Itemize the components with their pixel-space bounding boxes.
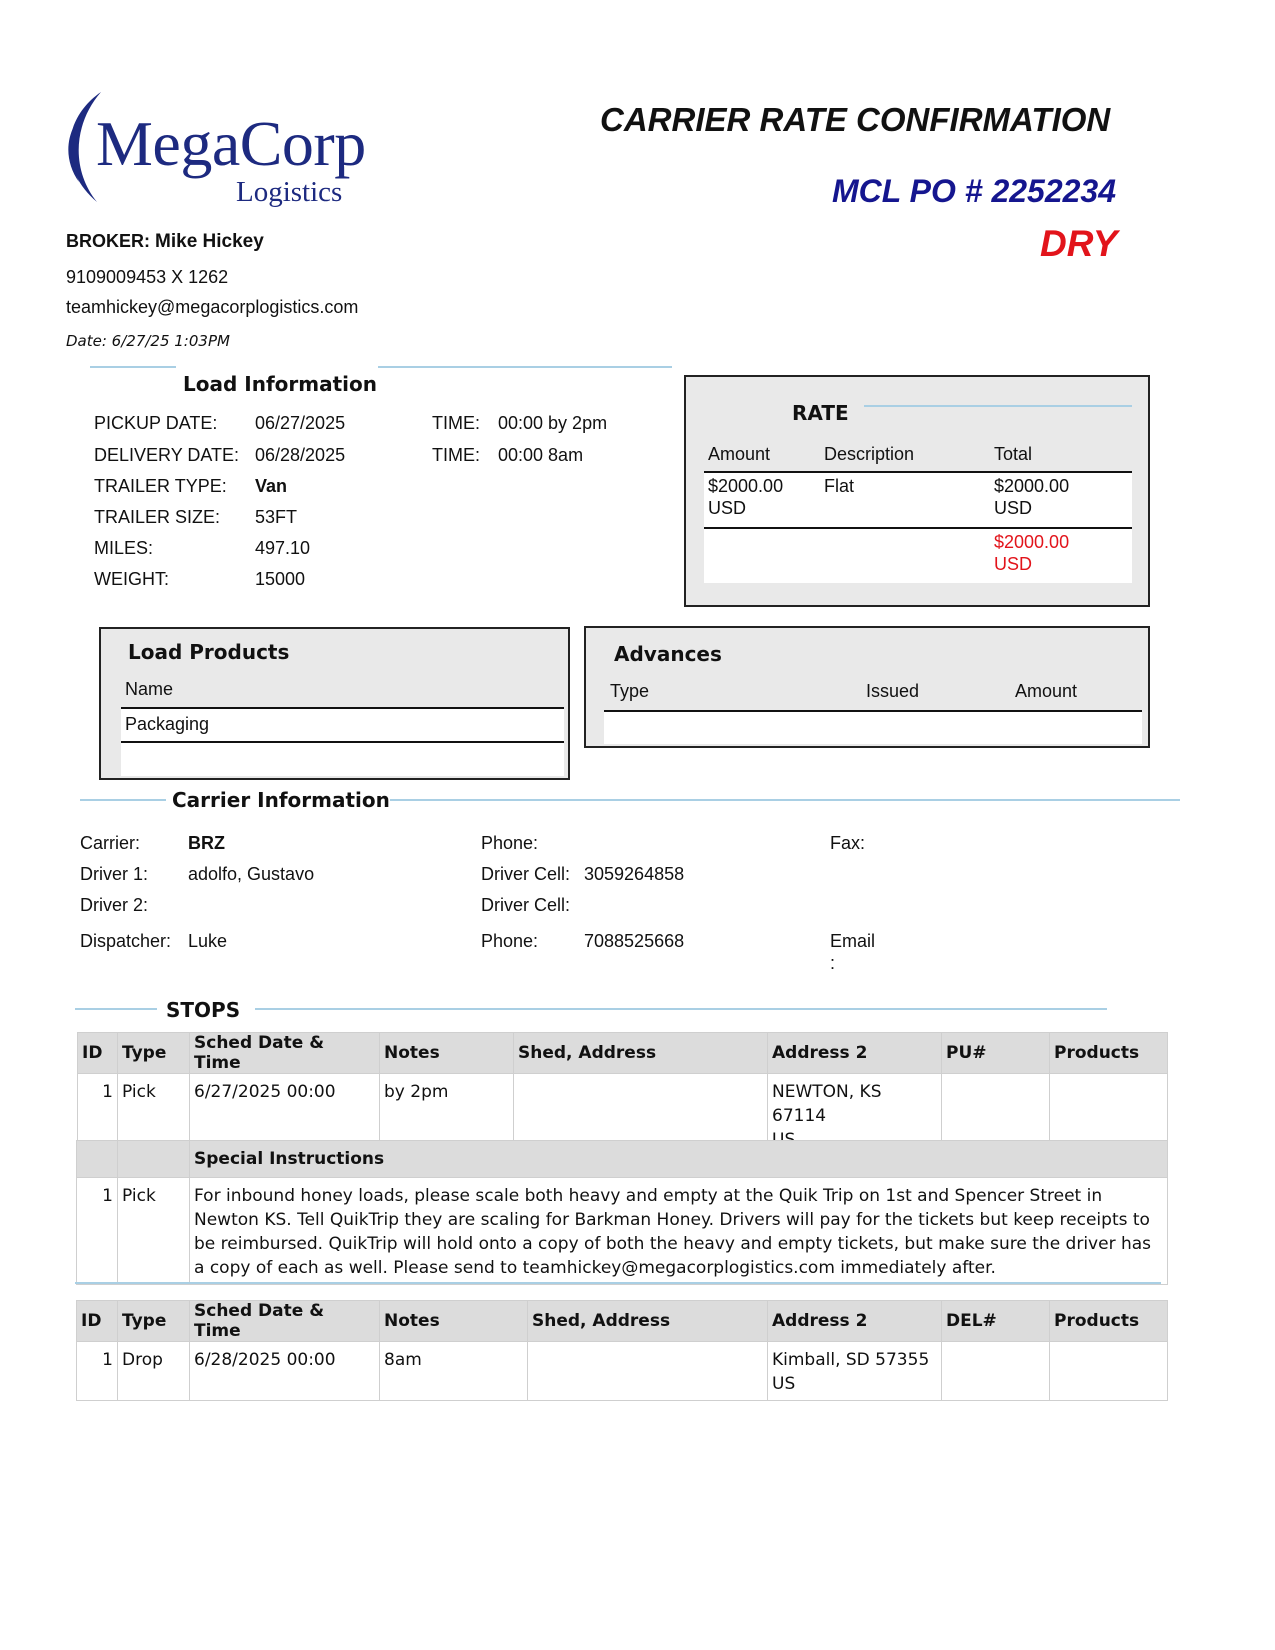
divider (75, 1282, 1161, 1284)
stops-title: STOPS (166, 998, 241, 1022)
dispatcher-label: Dispatcher: (80, 931, 172, 951)
carrier-phone-label: Phone: (481, 833, 539, 853)
driver1-cell-label: Driver Cell: (481, 864, 571, 884)
rate-amount: $2000.00 (708, 476, 784, 496)
weight: 15000 (255, 569, 306, 589)
product-name: Packaging (125, 714, 210, 734)
divider (864, 405, 1132, 407)
pick-stops-table (77, 1032, 1168, 1157)
broker-label: BROKER: (66, 231, 150, 251)
drop-stops-table (76, 1300, 1168, 1401)
delivery-date: 06/28/2025 (255, 445, 346, 465)
col-del: DEL# (942, 1301, 1050, 1342)
divider (390, 799, 1180, 801)
special-instructions-text: For inbound honey loads, please scale both heavy and empty at the Quik Trip on 1st and Spencer Street in Newton KS. Tell QuikTrip they are scaling for Barkman Honey. Drivers will pay for the tickets but keep receipts to be reimbursed. QuikTrip will hold onto a copy of both the heavy and empty tickets, but make sure the driver has a copy of each as well. Please send to teamhickey@megacorplogistics.com immediately after. (190, 1178, 1168, 1285)
miles: 497.10 (255, 538, 311, 558)
trailer-size: 53FT (255, 507, 298, 527)
advances-col-type: Type (610, 681, 650, 701)
pickup-time: 00:00 by 2pm (498, 413, 608, 433)
stop-sched: 6/27/2025 00:00 (190, 1074, 380, 1157)
divider (90, 366, 176, 368)
table-header-row (77, 1141, 1168, 1178)
table-row (77, 1342, 1168, 1401)
load-information-title: Load Information (183, 372, 377, 396)
table-header-row (78, 1033, 1168, 1074)
po-number: MCL PO # 2252234 (832, 173, 1117, 209)
rate-grand-total: $2000.00 (994, 532, 1070, 552)
instruction-stop-type: Pick (118, 1178, 190, 1285)
carrier-information-title: Carrier Information (172, 788, 390, 812)
rate-col-description: Description (824, 444, 915, 464)
col-pu: PU# (942, 1033, 1050, 1074)
col-blank (118, 1141, 190, 1178)
divider (75, 1008, 157, 1010)
advances-row-empty (604, 712, 1142, 744)
special-instructions-table (76, 1140, 1168, 1285)
stop-address2 (768, 1342, 942, 1401)
stop-products (1050, 1342, 1168, 1401)
trailer-type-label: TRAILER TYPE: (94, 476, 227, 496)
broker-email[interactable]: teamhickey@megacorplogistics.com (66, 297, 359, 317)
col-sched: Sched Date & Time (190, 1301, 380, 1342)
load-type-badge: DRY (1040, 223, 1118, 264)
stop-type: Drop (118, 1342, 190, 1401)
pickup-date-label: PICKUP DATE: (94, 413, 218, 433)
stop-del (942, 1342, 1050, 1401)
stop-shed (528, 1342, 768, 1401)
email-label-colon: : (830, 953, 836, 973)
stop-type: Pick (118, 1074, 190, 1157)
rate-row (704, 473, 1132, 527)
list-item (121, 709, 564, 741)
stop-notes: by 2pm (380, 1074, 514, 1157)
weight-label: WEIGHT: (94, 569, 169, 589)
advances-panel (584, 626, 1150, 748)
stop-id: 1 (77, 1342, 118, 1401)
rate-amount-currency: USD (708, 498, 747, 518)
col-special-instructions: Special Instructions (190, 1141, 1168, 1178)
col-address2: Address 2 (768, 1033, 942, 1074)
delivery-date-label: DELIVERY DATE: (94, 445, 240, 465)
col-sched: Sched Date & Time (190, 1033, 380, 1074)
pickup-date: 06/27/2025 (255, 413, 346, 433)
driver1-name: adolfo, Gustavo (188, 864, 315, 884)
driver1-label: Driver 1: (80, 864, 149, 884)
load-products-col-name: Name (125, 679, 174, 699)
stop-sched: 6/28/2025 00:00 (190, 1342, 380, 1401)
load-products-title: Load Products (128, 640, 290, 664)
table-row (77, 1178, 1168, 1285)
page-title: CARRIER RATE CONFIRMATION (600, 101, 1111, 138)
pickup-time-label: TIME: (432, 413, 480, 433)
dispatcher-name: Luke (188, 931, 228, 951)
dispatcher-phone-label: Phone: (481, 931, 539, 951)
driver2-cell-label: Driver Cell: (481, 895, 571, 915)
broker-name: Mike Hickey (155, 231, 264, 252)
rate-col-amount: Amount (708, 444, 771, 464)
load-products-panel (99, 627, 570, 780)
rate-grand-total-row (704, 529, 1132, 583)
trailer-size-label: TRAILER SIZE: (94, 507, 221, 527)
col-shed-address: Shed, Address (528, 1301, 768, 1342)
carrier-name: BRZ (188, 833, 225, 853)
logo-wordmark: MegaCorp (96, 108, 366, 179)
advances-title: Advances (614, 642, 722, 666)
carrier-label: Carrier: (80, 833, 141, 853)
col-shed-address: Shed, Address (514, 1033, 768, 1074)
email-label: Email (830, 931, 876, 951)
delivery-time-label: TIME: (432, 445, 480, 465)
trailer-type: Van (255, 476, 288, 496)
col-blank (77, 1141, 118, 1178)
divider (378, 366, 672, 368)
col-products: Products (1050, 1033, 1168, 1074)
stop-address2-line1: Kimball, SD 57355 (772, 1350, 930, 1370)
rate-col-total: Total (994, 444, 1033, 464)
list-item-empty (121, 743, 564, 776)
stop-address2-line2: US (772, 1374, 796, 1394)
table-header-row (77, 1301, 1168, 1342)
stop-notes: 8am (380, 1342, 528, 1401)
rate-total: $2000.00 (994, 476, 1070, 496)
stop-address2-line1: NEWTON, KS 67114 (772, 1082, 882, 1126)
rate-total-currency: USD (994, 498, 1033, 518)
dispatcher-phone: 7088525668 (584, 931, 685, 951)
broker-phone: 9109009453 X 1262 (66, 267, 229, 287)
instruction-stop-id: 1 (77, 1178, 118, 1285)
driver1-cell: 3059264858 (584, 864, 685, 884)
rate-title: RATE (792, 401, 849, 425)
advances-col-amount: Amount (1015, 681, 1078, 701)
document-date: Date: 6/27/25 1:03PM (66, 332, 230, 350)
col-notes: Notes (380, 1301, 528, 1342)
logo-subtitle: Logistics (236, 176, 343, 208)
carrier-fax-label: Fax: (830, 833, 866, 853)
col-id: ID (78, 1033, 118, 1074)
col-products: Products (1050, 1301, 1168, 1342)
miles-label: MILES: (94, 538, 154, 558)
stop-id: 1 (78, 1074, 118, 1157)
divider (80, 799, 166, 801)
delivery-time: 00:00 8am (498, 445, 584, 465)
divider (255, 1008, 1107, 1010)
col-type: Type (118, 1033, 190, 1074)
broker-line (66, 232, 264, 251)
col-notes: Notes (380, 1033, 514, 1074)
rate-description: Flat (824, 476, 855, 496)
driver2-label: Driver 2: (80, 895, 149, 915)
col-type: Type (118, 1301, 190, 1342)
rate-panel (684, 375, 1150, 607)
col-address2: Address 2 (768, 1301, 942, 1342)
rate-grand-total-currency: USD (994, 554, 1033, 574)
col-id: ID (77, 1301, 118, 1342)
advances-col-issued: Issued (866, 681, 920, 701)
